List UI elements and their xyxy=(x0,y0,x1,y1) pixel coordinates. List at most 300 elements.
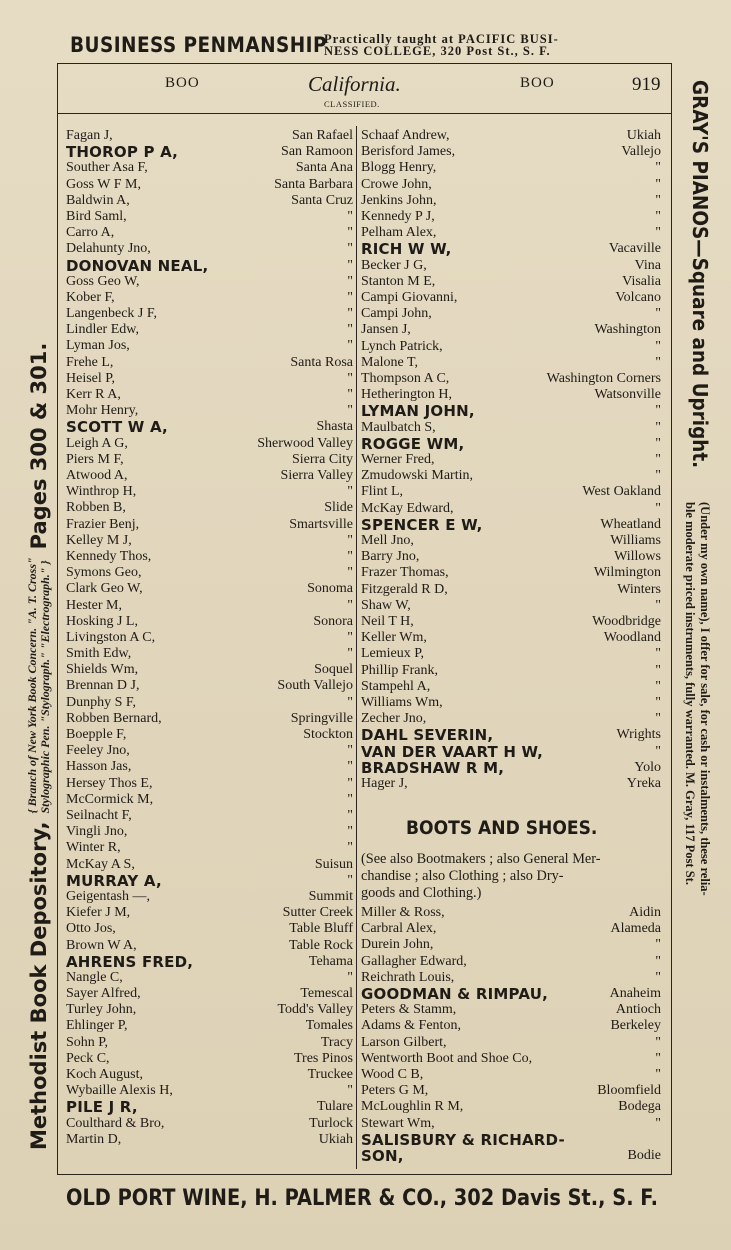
header-rule xyxy=(57,113,672,114)
directory-entry xyxy=(66,662,353,678)
entry-name: Williams Wm, xyxy=(361,695,443,710)
directory-entry xyxy=(66,322,353,338)
entry-town: " xyxy=(347,872,353,888)
entry-name: Adams & Fenton, xyxy=(361,1018,461,1034)
entry-town: Antioch xyxy=(615,1002,661,1018)
entry-name: Koch August, xyxy=(66,1067,143,1083)
entry-name: Berisford James, xyxy=(361,144,456,160)
entry-town: Santa Ana xyxy=(295,160,353,176)
right-advertisement xyxy=(672,80,712,1140)
directory-entry xyxy=(361,420,661,436)
entry-town: " xyxy=(655,192,661,208)
entry-name: Nangle C, xyxy=(66,969,123,985)
entry-name: Sayer Alfred, xyxy=(66,986,141,1002)
entry-town: Washington Corners xyxy=(546,371,661,386)
left-ad-title: Methodist Book Depository, xyxy=(27,821,51,1150)
directory-entry xyxy=(361,387,661,403)
entry-town: " xyxy=(347,775,353,791)
directory-entry xyxy=(361,1067,661,1083)
entry-town: " xyxy=(655,500,661,516)
entry-name: Hersey Thos E, xyxy=(66,775,153,791)
entry-name: Lyman Jos, xyxy=(66,338,130,354)
entry-name: Robben Bernard, xyxy=(66,710,162,726)
entry-name: Maulbatch S, xyxy=(361,419,436,435)
directory-entry xyxy=(361,1035,661,1051)
directory-entry xyxy=(66,1018,353,1034)
entry-town: " xyxy=(655,953,661,969)
directory-entry xyxy=(66,792,353,808)
entry-town: Yolo xyxy=(634,759,661,775)
directory-entry xyxy=(66,241,353,257)
entry-name: Frazer Thomas, xyxy=(361,565,449,581)
entry-name: Jansen J, xyxy=(361,322,411,338)
entry-name: Leigh A G, xyxy=(66,435,128,451)
directory-entry xyxy=(361,322,661,338)
directory-entry xyxy=(361,258,661,274)
entry-name: Malone T, xyxy=(361,354,419,370)
entry-name: SON, xyxy=(361,1147,404,1165)
directory-entry xyxy=(66,533,353,549)
entry-name: Reichrath Louis, xyxy=(361,969,455,985)
directory-entry xyxy=(361,339,661,355)
entry-town: " xyxy=(655,678,661,694)
directory-entry xyxy=(361,436,661,452)
entry-name: Clark Geo W, xyxy=(66,581,143,597)
directory-entry xyxy=(66,225,353,241)
directory-entry xyxy=(361,582,661,598)
entry-town: " xyxy=(347,969,353,985)
entry-town: " xyxy=(347,208,353,224)
directory-entry xyxy=(361,468,661,484)
directory-entry xyxy=(66,144,353,160)
top-advertisement xyxy=(70,30,670,60)
entry-town: " xyxy=(655,306,661,322)
entry-name: Stewart Wm, xyxy=(361,1115,435,1131)
entry-name: Larson Gilbert, xyxy=(361,1034,447,1050)
directory-entry xyxy=(361,695,661,711)
directory-entry xyxy=(361,403,661,419)
entry-name: Zecher Jno, xyxy=(361,711,427,727)
directory-entry xyxy=(66,970,353,986)
directory-entry xyxy=(66,452,353,468)
entry-name: Barry Jno, xyxy=(361,549,420,565)
entry-name: LYMAN JOHN, xyxy=(361,402,475,421)
directory-entry xyxy=(66,630,353,646)
directory-entry xyxy=(361,1099,661,1115)
top-ad-title: BUSINESS PENMANSHIP xyxy=(70,33,327,57)
entry-name: Kerr R A, xyxy=(66,387,121,403)
entry-name: Robben B, xyxy=(66,500,126,516)
directory-entry xyxy=(361,290,661,306)
directory-entry xyxy=(66,338,353,354)
entry-name: Thompson A C, xyxy=(361,371,450,386)
entry-name: Fagan J, xyxy=(66,128,113,143)
entry-town: " xyxy=(347,225,353,241)
entry-town: Tres Pinos xyxy=(293,1050,353,1066)
directory-entry xyxy=(361,549,661,565)
entry-town: Tehama xyxy=(308,953,353,969)
entry-town: Santa Cruz xyxy=(291,192,353,208)
entry-name: Boepple F, xyxy=(66,727,127,743)
entry-town: Yreka xyxy=(626,776,661,791)
entry-name: Fitzgerald R D, xyxy=(361,581,448,597)
entry-town: Vina xyxy=(634,257,661,273)
entry-town: " xyxy=(347,273,353,289)
entry-name: Atwood A, xyxy=(66,467,128,483)
directory-entry xyxy=(361,727,661,743)
directory-entry xyxy=(66,808,353,824)
header-left-key: BOO xyxy=(165,75,200,91)
entry-name: Kiefer J M, xyxy=(66,905,131,921)
entry-name: Keller Wm, xyxy=(361,630,427,646)
directory-entry xyxy=(66,1002,353,1018)
entry-name: Zmudowski Martin, xyxy=(361,468,473,484)
entry-name: Becker J G, xyxy=(361,257,427,273)
directory-entry xyxy=(66,403,353,419)
directory-entry xyxy=(66,1083,353,1099)
entry-name: THOROP P A, xyxy=(66,143,179,162)
entry-town: " xyxy=(347,807,353,823)
entry-name: Winthrop H, xyxy=(66,484,137,500)
directory-entry xyxy=(361,1018,661,1034)
entry-name: Peters & Stamm, xyxy=(361,1002,457,1018)
entry-town: " xyxy=(655,646,661,662)
directory-entry xyxy=(361,517,661,533)
entry-name: Campi Giovanni, xyxy=(361,290,458,305)
entry-name: Bird Saml, xyxy=(66,208,127,224)
entry-town: " xyxy=(347,694,353,710)
entry-town: Wilmington xyxy=(593,565,661,581)
entry-name: Geigentash —, xyxy=(66,888,150,904)
entry-name: Shields Wm, xyxy=(66,662,139,678)
page-number: 919 xyxy=(632,74,661,95)
entry-town: Table Rock xyxy=(289,937,353,953)
entry-town: " xyxy=(347,565,353,581)
entry-name: Kennedy Thos, xyxy=(66,548,152,564)
entry-town: West Oakland xyxy=(582,484,661,500)
right-ad-title: GRAY'S PIANOS—Square and Upright. xyxy=(688,80,712,469)
entry-town: Bodega xyxy=(618,1099,661,1115)
directory-entry xyxy=(66,743,353,759)
entry-town: " xyxy=(347,241,353,257)
column-divider xyxy=(356,126,357,1169)
directory-entry xyxy=(361,565,661,581)
entry-name: Goss W F M, xyxy=(66,176,141,192)
bottom-advertisement: OLD PORT WINE, H. PALMER & CO., 302 Davis St., S. F. xyxy=(66,1186,659,1211)
entry-name: McKay Edward, xyxy=(361,500,454,516)
entry-town: Vacaville xyxy=(608,241,661,257)
directory-entry xyxy=(361,954,661,970)
entry-name: Lemieux P, xyxy=(361,646,424,662)
entry-town: " xyxy=(655,468,661,484)
entry-town: Wheatland xyxy=(600,516,661,532)
entry-town: Bloomfield xyxy=(597,1083,661,1099)
entry-town: Table Bluff xyxy=(289,921,353,937)
entry-name: ROGGE WM, xyxy=(361,434,465,453)
directory-entry xyxy=(361,1083,661,1099)
entry-town: " xyxy=(655,597,661,613)
entry-town: Tulare xyxy=(316,1099,353,1115)
directory-entry xyxy=(66,727,353,743)
directory-entry xyxy=(361,177,661,193)
entry-town: " xyxy=(347,532,353,548)
directory-entry xyxy=(66,711,353,727)
entry-town: Aidin xyxy=(629,905,661,920)
directory-entry xyxy=(66,695,353,711)
entry-town: " xyxy=(347,370,353,386)
entry-name: SCOTT W A, xyxy=(66,418,168,437)
section-note: (See also Bootmakers ; also General Mer- chandise ; also Clothing ; also Dry- goods and Clothing.) xyxy=(361,851,601,901)
entry-town: " xyxy=(655,743,661,759)
entry-name: RICH W W, xyxy=(361,240,452,259)
entry-town: Turlock xyxy=(309,1115,353,1131)
entry-town: " xyxy=(655,354,661,370)
entry-name: Hasson Jas, xyxy=(66,759,132,775)
entry-town: Washington xyxy=(594,322,661,338)
entry-name: DAHL SEVERIN, xyxy=(361,726,494,745)
entry-town: Anaheim xyxy=(609,986,661,1001)
entry-town: Todd's Valley xyxy=(277,1002,353,1018)
directory-entry xyxy=(66,290,353,306)
entry-name: PILE J R, xyxy=(66,1098,138,1117)
entry-town: " xyxy=(655,419,661,435)
directory-entry xyxy=(361,921,661,937)
directory-entry xyxy=(66,517,353,533)
entry-town: " xyxy=(655,711,661,727)
entry-name: Blogg Henry, xyxy=(361,160,437,176)
directory-entry xyxy=(361,663,661,679)
entry-name: Seilnacht F, xyxy=(66,807,132,823)
entry-name: Kelley M J, xyxy=(66,532,132,548)
directory-entry xyxy=(361,193,661,209)
entry-name: McKay A S, xyxy=(66,856,135,872)
entry-name: Phillip Frank, xyxy=(361,662,439,678)
directory-entry xyxy=(361,1051,661,1067)
entry-town: Vallejo xyxy=(621,144,661,160)
entry-town: Summit xyxy=(308,888,353,904)
entry-name: Wood C B, xyxy=(361,1067,424,1082)
directory-entry xyxy=(66,355,353,371)
directory-entry xyxy=(66,436,353,452)
directory-entry xyxy=(361,274,661,290)
entry-name: Kober F, xyxy=(66,289,115,305)
directory-entry xyxy=(66,646,353,662)
entry-name: Smith Edw, xyxy=(66,646,132,662)
entry-name: Stampehl A, xyxy=(361,678,431,694)
entry-town: Wrights xyxy=(616,727,661,743)
entry-town: " xyxy=(347,840,353,856)
directory-entry xyxy=(66,177,353,193)
directory-entry xyxy=(361,306,661,322)
directory-entry xyxy=(66,160,353,176)
entry-town: " xyxy=(655,1034,661,1050)
directory-entry xyxy=(66,193,353,209)
entry-town: " xyxy=(347,791,353,807)
entry-town: " xyxy=(347,759,353,775)
directory-entry xyxy=(361,630,661,646)
entry-name: Turley John, xyxy=(66,1002,137,1018)
entry-town: " xyxy=(655,1115,661,1131)
entry-town: Santa Barbara xyxy=(274,176,353,192)
entry-town: " xyxy=(655,662,661,678)
entry-town: South Vallejo xyxy=(277,678,353,694)
entry-name: Schaaf Andrew, xyxy=(361,128,450,143)
directory-entry xyxy=(66,484,353,500)
directory-entry xyxy=(66,468,353,484)
entry-town: Shasta xyxy=(316,419,353,435)
entry-name: Flint L, xyxy=(361,484,404,500)
directory-entry xyxy=(66,938,353,954)
entry-town: " xyxy=(347,289,353,305)
entry-name: Ehlinger P, xyxy=(66,1018,128,1034)
entry-town: " xyxy=(655,160,661,176)
entry-town: Volcano xyxy=(615,290,661,305)
entry-town: " xyxy=(347,387,353,403)
entry-town: Woodland xyxy=(603,630,661,646)
directory-entry xyxy=(66,614,353,630)
entry-name: Winter R, xyxy=(66,840,121,856)
directory-entry xyxy=(361,484,661,500)
entry-name: Peck C, xyxy=(66,1050,110,1066)
entry-town: " xyxy=(655,1050,661,1066)
directory-entry xyxy=(361,144,661,160)
entry-town: Sierra City xyxy=(291,451,353,467)
section-heading: BOOTS AND SHOES. xyxy=(406,817,598,839)
entry-town: " xyxy=(655,937,661,953)
entry-name: Lynch Patrick, xyxy=(361,338,443,354)
entry-name: Crowe John, xyxy=(361,176,432,192)
entry-town: " xyxy=(347,743,353,759)
directory-entry xyxy=(66,258,353,274)
entry-name: Durein John, xyxy=(361,937,434,953)
entry-name: Symons Geo, xyxy=(66,565,142,581)
entry-name: Brennan D J, xyxy=(66,678,140,694)
entry-name: Souther Asa F, xyxy=(66,160,148,176)
entry-town: " xyxy=(655,695,661,710)
entry-name: Kennedy P J, xyxy=(361,209,435,224)
entry-town: Ukiah xyxy=(318,1131,353,1147)
entry-town: " xyxy=(655,403,661,419)
directory-entry xyxy=(66,209,353,225)
entry-name: Werner Fred, xyxy=(361,452,435,467)
entry-town: Santa Rosa xyxy=(290,354,353,370)
directory-entry xyxy=(66,1116,353,1132)
entry-town: " xyxy=(347,257,353,273)
directory-entry xyxy=(66,306,353,322)
directory-entry xyxy=(66,419,353,435)
entry-town: Visalia xyxy=(622,273,661,289)
entry-name: SPENCER E W, xyxy=(361,515,483,534)
directory-entry xyxy=(66,1051,353,1067)
directory-entry xyxy=(361,1116,661,1132)
directory-entry xyxy=(361,986,661,1002)
entry-name: McCormick M, xyxy=(66,791,154,807)
entry-name: GOODMAN & RIMPAU, xyxy=(361,985,548,1003)
directory-entry xyxy=(361,776,661,792)
directory-entry xyxy=(66,889,353,905)
entry-town: Sherwood Valley xyxy=(257,435,353,451)
header-classified: CLASSIFIED. xyxy=(324,99,380,109)
entry-name: Langenbeck J F, xyxy=(66,306,158,322)
entry-town: Truckee xyxy=(307,1067,353,1083)
directory-entry xyxy=(66,857,353,873)
directory-entry xyxy=(361,711,661,727)
left-ad-pages: Pages 300 & 301. xyxy=(27,342,51,550)
directory-entry xyxy=(66,581,353,597)
directory-entry xyxy=(66,565,353,581)
entry-town: Ukiah xyxy=(626,128,661,143)
directory-entry xyxy=(66,921,353,937)
entry-town: " xyxy=(655,338,661,354)
directory-entry xyxy=(361,452,661,468)
entry-name: VAN DER VAART H W, xyxy=(361,742,543,761)
directory-entry xyxy=(66,840,353,856)
entry-town: Tomales xyxy=(305,1018,353,1034)
entry-town: Alameda xyxy=(610,921,661,937)
entry-town: Willows xyxy=(614,549,661,565)
entry-town: " xyxy=(347,322,353,338)
entry-name: Goss Geo W, xyxy=(66,273,140,289)
entry-town: Suisun xyxy=(314,856,353,872)
entry-town: " xyxy=(347,646,353,662)
directory-entry xyxy=(361,209,661,225)
directory-entry xyxy=(361,501,661,517)
header-right-key: BOO xyxy=(520,75,555,91)
entry-town: Sutter Creek xyxy=(282,905,353,921)
entry-name: Mell Jno, xyxy=(361,533,414,548)
directory-entry xyxy=(361,646,661,662)
entry-town: " xyxy=(347,548,353,564)
entry-name: Gallagher Edward, xyxy=(361,953,467,969)
entry-town: Woodbridge xyxy=(592,614,661,629)
left-advertisement xyxy=(22,70,56,1150)
directory-entry xyxy=(361,533,661,549)
entry-town: " xyxy=(347,306,353,322)
directory-entry xyxy=(66,678,353,694)
entry-name: Otto Jos, xyxy=(66,921,116,937)
entry-name: Frehe L, xyxy=(66,354,114,370)
entry-name: Wentworth Boot and Shoe Co, xyxy=(361,1050,533,1066)
entry-name: SALISBURY & RICHARD- xyxy=(361,1130,565,1149)
entry-name: Carro A, xyxy=(66,225,115,241)
entry-town: Soquel xyxy=(314,662,353,678)
directory-entry xyxy=(361,371,661,387)
entry-town: " xyxy=(347,597,353,613)
directory-entry xyxy=(66,759,353,775)
entry-town: Tracy xyxy=(320,1034,353,1050)
entry-town: Slide xyxy=(324,500,353,516)
entry-town: " xyxy=(347,484,353,500)
entry-town: " xyxy=(655,209,661,224)
entry-name: Sohn P, xyxy=(66,1034,109,1050)
entry-town: San Rafael xyxy=(291,128,353,143)
directory-entry xyxy=(66,549,353,565)
entry-name: Wybaille Alexis H, xyxy=(66,1083,173,1099)
entry-name: Lindler Edw, xyxy=(66,322,139,338)
directory-entry xyxy=(66,873,353,889)
entry-name: Dunphy S F, xyxy=(66,694,137,710)
directory-entry xyxy=(66,371,353,387)
entry-town: San Ramoon xyxy=(281,144,353,160)
entry-town: Watsonville xyxy=(594,387,661,403)
left-ad-text: { Branch of New York Book Concern. "A. T. Cross" Stylographic Pen. "Stylograph." "Electrograph." } xyxy=(25,557,52,814)
entry-town: Berkeley xyxy=(610,1018,661,1034)
directory-entry xyxy=(361,1148,661,1164)
entry-name: Coulthard & Bro, xyxy=(66,1115,165,1131)
entry-town: " xyxy=(655,452,661,467)
entry-town: " xyxy=(655,435,661,451)
directory-entry xyxy=(66,128,353,144)
